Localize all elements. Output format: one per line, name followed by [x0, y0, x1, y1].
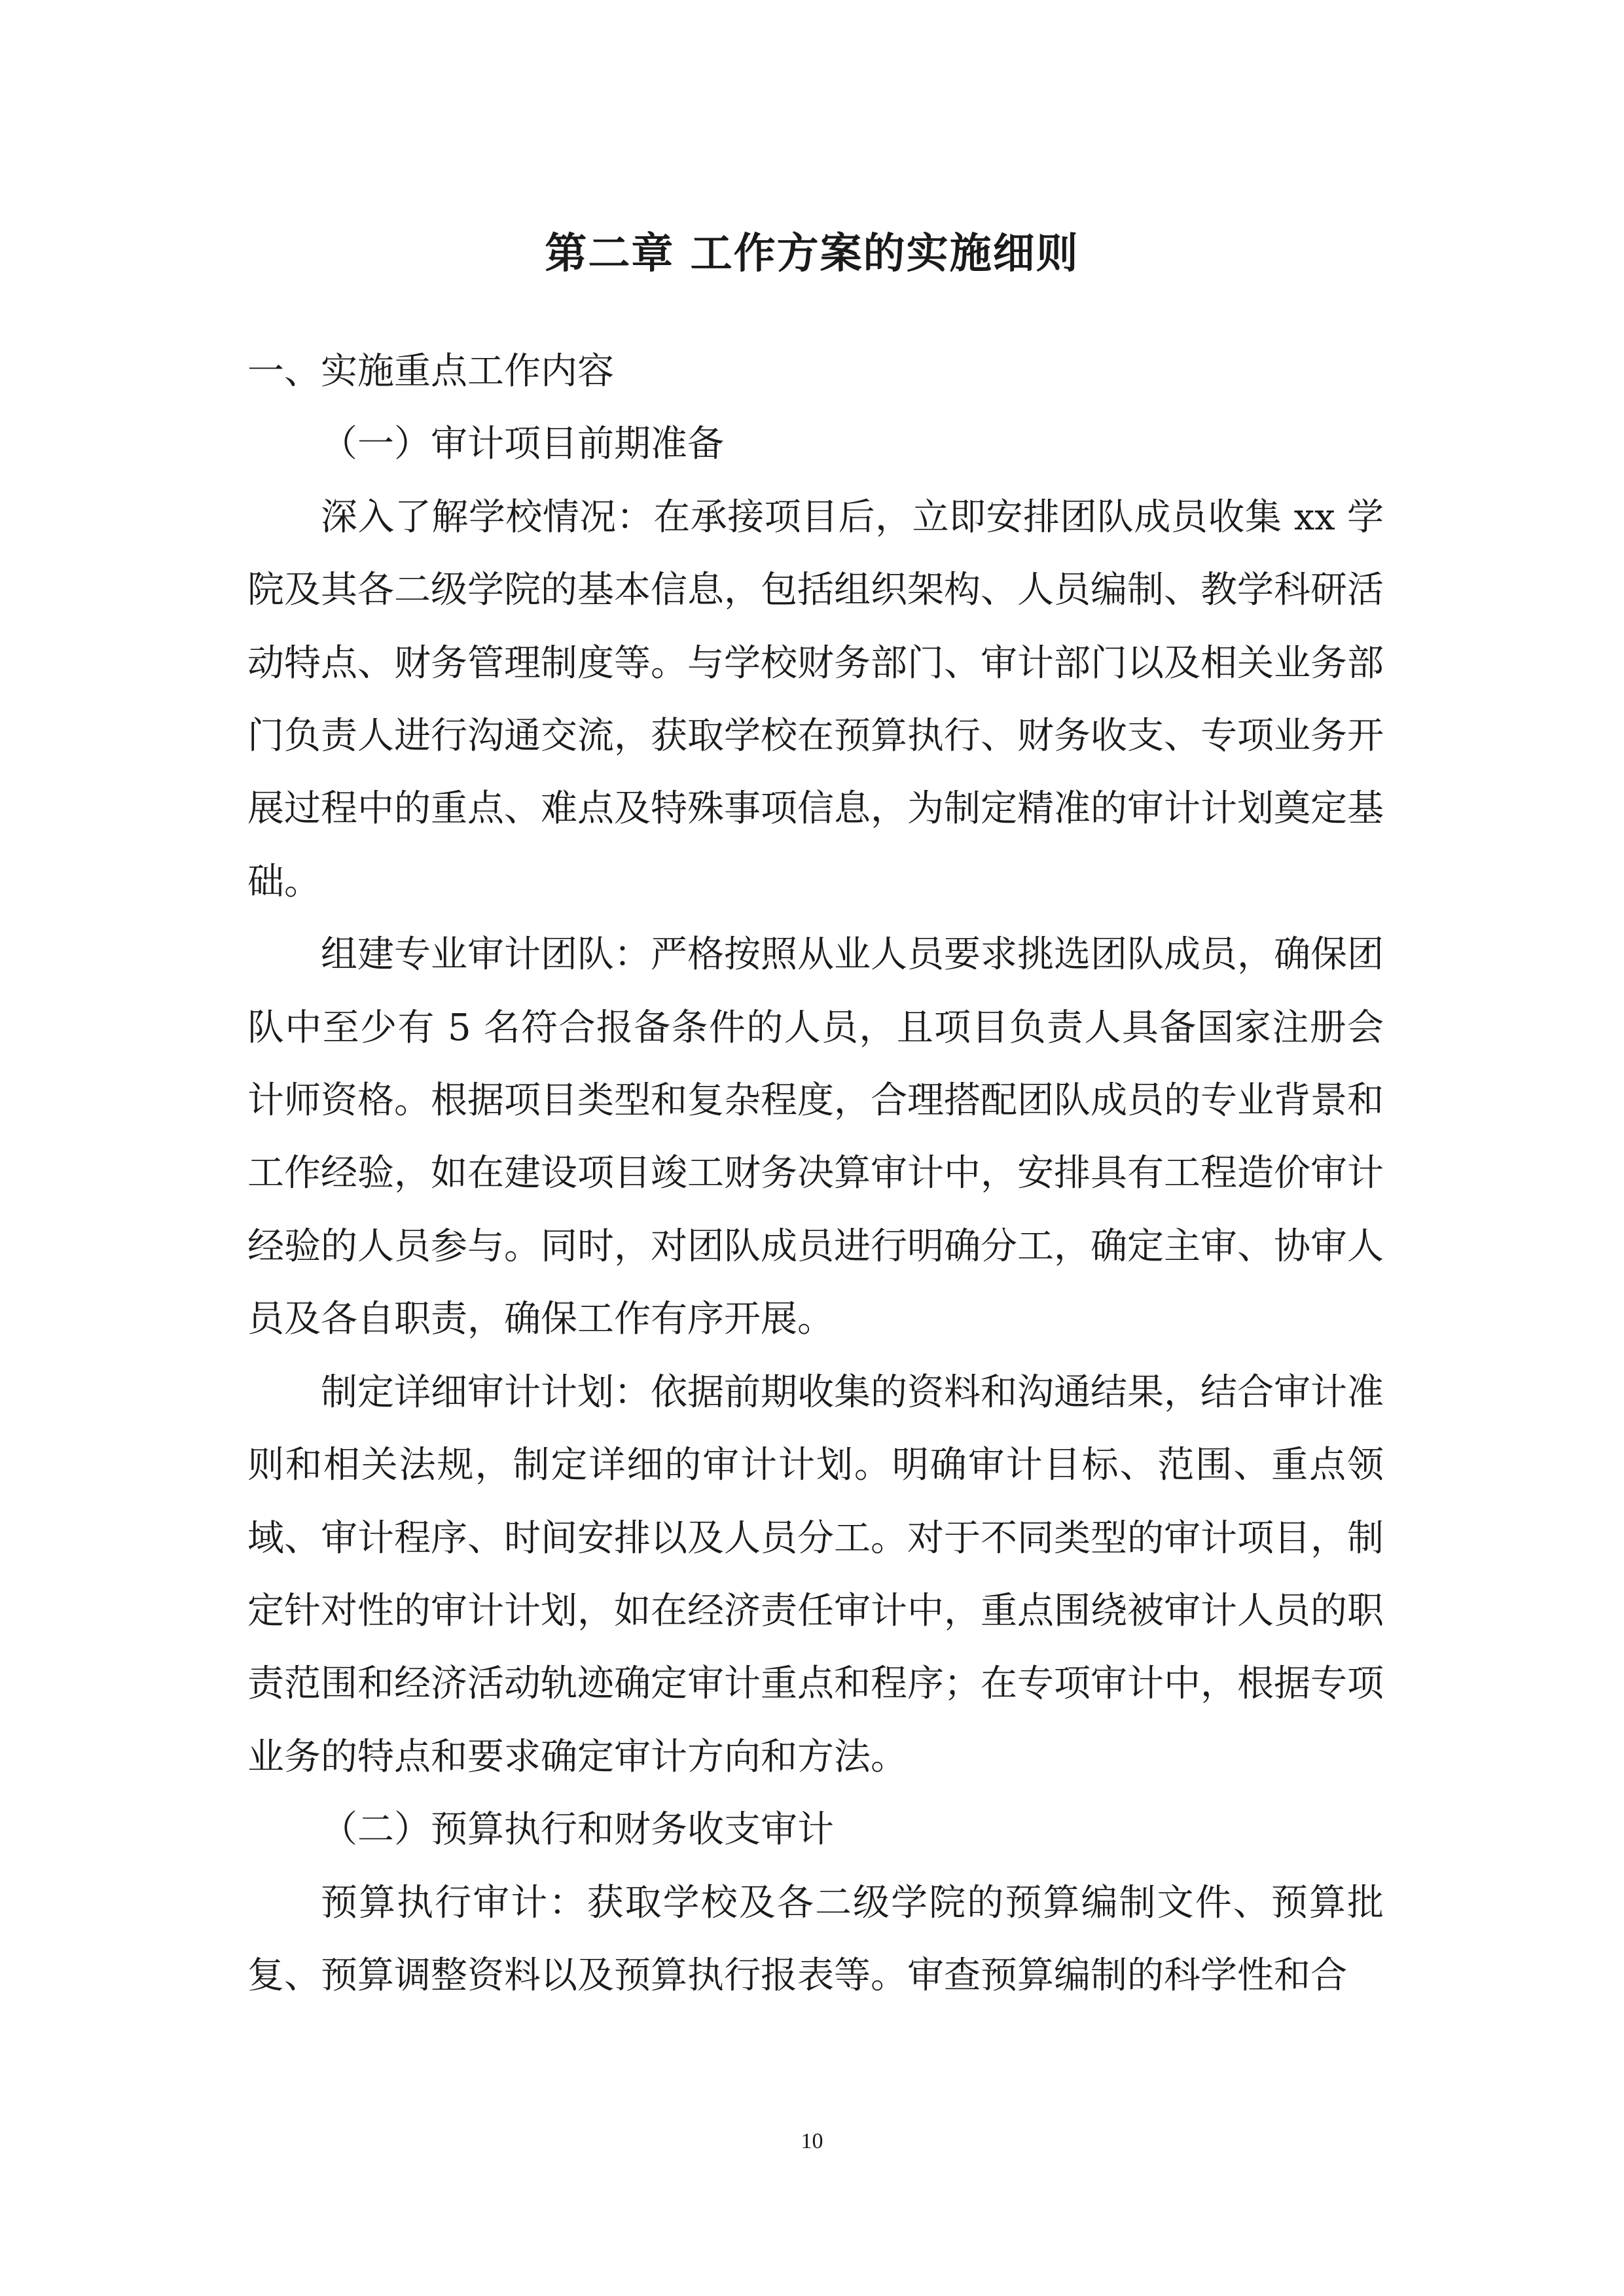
subsection-heading: （一）审计项目前期准备	[321, 423, 724, 466]
subsection-heading: （二）预算执行和财务收支审计	[321, 1808, 834, 1852]
paragraph: 制定详细审计计划：依据前期收集的资料和沟通结果，结合审计准则和相关法规，制定详细的审计计划。明确审计目标、范围、重点领域、审计程序、时间安排以及人员分工。对于不同类型的审计项目，制定针对性的审计计划，如在经济责任审计中，重点围绕被审计人员的职责范围和经济活动轨迹确定审计重点和程序；在专项审计中，根据专项业务的特点和要求确定审计方向和方法。	[247, 1371, 1384, 1778]
paragraph: 深入了解学校情况：在承接项目后，立即安排团队成员收集 xx 学院及其各二级学院的基本信息，包括组织架构、人员编制、教学科研活动特点、财务管理制度等。与学校财务部门、审计部门以及相关业务部门负责人进行沟通交流，获取学校在预算执行、财务收支、专项业务开展过程中的重点、难点及特殊事项信息，为制定精准的审计计划奠定基础。	[247, 495, 1384, 903]
page-number: 10	[801, 2129, 823, 2153]
paragraph: 预算执行审计：获取学校及各二级学院的预算编制文件、预算批复、预算调整资料以及预算执行报表等。审查预算编制的科学性和合	[247, 1881, 1384, 1997]
paragraph: 组建专业审计团队：严格按照从业人员要求挑选团队成员，确保团队中至少有 5 名符合报备条件的人员，且项目负责人具备国家注册会计师资格。根据项目类型和复杂程度，合理搭配团队成员的专业背景和工作经验，如在建设项目竣工财务决算审计中，安排具有工程造价审计经验的人员参与。同时，对团队成员进行明确分工，确定主审、协审人员及各自职责，确保工作有序开展。	[247, 933, 1384, 1341]
chapter-title: 第二章 工作方案的实施细则	[545, 229, 1079, 278]
document-body	[247, 335, 1384, 2012]
section-heading: 一、实施重点工作内容	[247, 350, 614, 393]
